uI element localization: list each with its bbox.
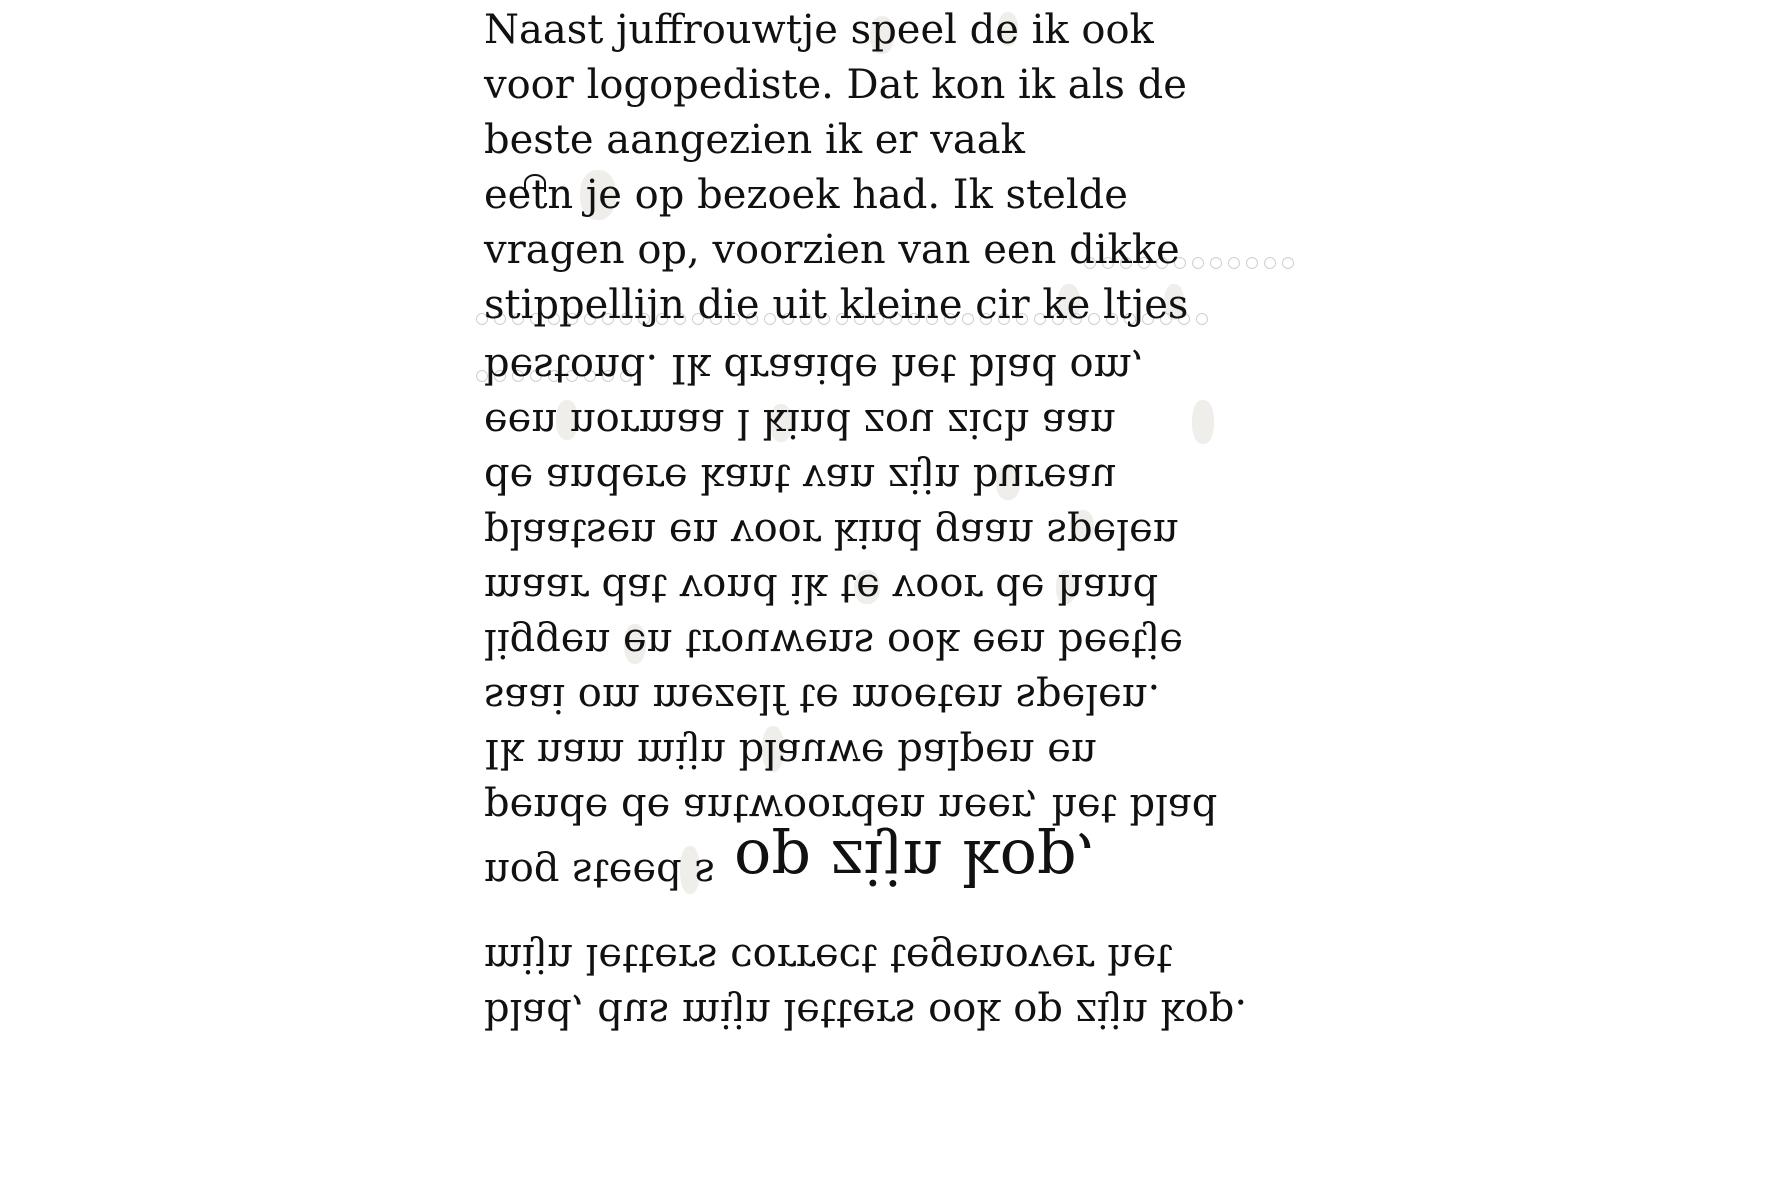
flipped-text-line: plaatsen en voor kind gaan spelen — [484, 510, 1179, 556]
pale-blob — [1192, 400, 1214, 444]
flipped-text-line: nog steed s — [484, 850, 715, 896]
flipped-text-line: bestond. Ik draaide het blad om, — [484, 345, 1145, 391]
flipped-text-line: saai om mezelf te moeten spelen. — [484, 675, 1161, 721]
flipped-large-phrase: op zijn kop, — [734, 826, 1097, 899]
text-line: vragen op, voorzien van een dikke — [484, 227, 1180, 273]
flipped-text-line: liggen en trouwens ook een beetje — [484, 620, 1184, 666]
text-line: Naast juffrouwtje speel de ik ook — [484, 7, 1154, 53]
flipped-text-line: mijn letters correct tegenover het — [484, 935, 1173, 981]
text-line: eetn je op bezoek had. Ik stelde — [484, 172, 1128, 218]
flipped-text-line: een normaa l kind zou zich aan — [484, 400, 1116, 446]
text-line: stippellijn die uit kleine cir ke ltjes — [484, 282, 1189, 328]
flipped-text-line: de andere kant van zijn bureau — [484, 455, 1117, 501]
flipped-text-line: pende de antwoorden neer, het blad — [484, 785, 1218, 831]
flipped-text-line: maar dat vond ik te voor de hand — [484, 565, 1159, 611]
flipped-text-line: Ik nam mijn blauwe balpen en — [484, 730, 1097, 776]
text-line: beste aangezien ik er vaak — [484, 117, 1025, 163]
text-line: voor logopediste. Dat kon ik als de — [484, 62, 1187, 108]
flipped-text-line: blad, dus mijn letters ook op zijn kop. — [484, 990, 1248, 1036]
